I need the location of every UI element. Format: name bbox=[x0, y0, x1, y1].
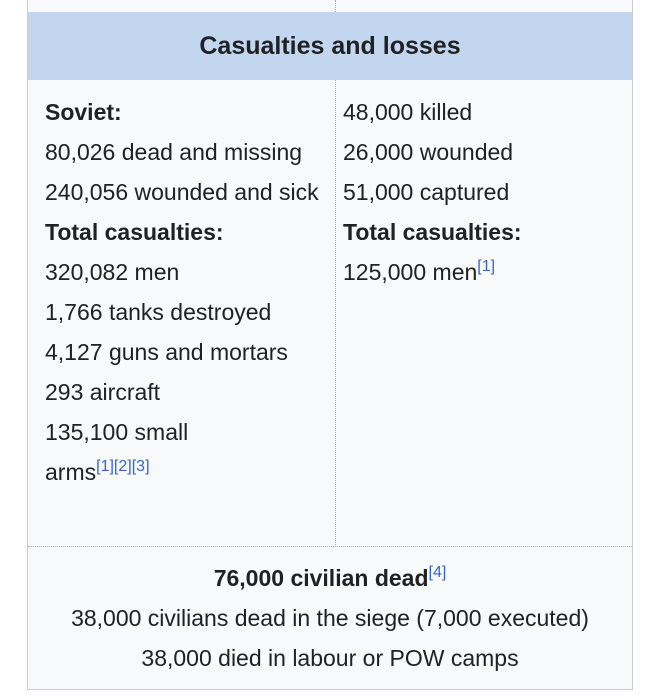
column-divider bbox=[335, 80, 336, 545]
axis-wounded: 26,000 wounded bbox=[343, 139, 514, 165]
soviet-tanks: 1,766 tanks destroyed bbox=[45, 299, 272, 325]
axis-captured: 51,000 captured bbox=[343, 179, 510, 205]
soviet-small-arms: 135,100 small arms bbox=[45, 419, 189, 485]
axis-citation-link[interactable]: [1] bbox=[477, 258, 496, 275]
civilian-headline: 76,000 civilian dead bbox=[213, 565, 429, 591]
axis-total-label: Total casualties: bbox=[343, 219, 522, 245]
citation-link-2[interactable]: [2] bbox=[113, 458, 132, 475]
soviet-losses-column bbox=[45, 92, 330, 492]
soviet-label: Soviet: bbox=[45, 99, 122, 125]
soviet-total-men: 320,082 men bbox=[45, 259, 180, 285]
section-header bbox=[28, 12, 632, 80]
top-column-divider bbox=[335, 0, 336, 12]
section-title: Casualties and losses bbox=[199, 31, 461, 60]
civilian-camps: 38,000 died in labour or POW camps bbox=[141, 645, 519, 671]
axis-total-line bbox=[343, 252, 623, 292]
civilian-citation-link[interactable]: [4] bbox=[428, 564, 447, 581]
axis-total-men: 125,000 men bbox=[343, 259, 478, 285]
soviet-guns: 4,127 guns and mortars bbox=[45, 339, 288, 365]
citation-link-3[interactable]: [3] bbox=[131, 458, 150, 475]
soviet-total-label: Total casualties: bbox=[45, 219, 224, 245]
civilian-losses bbox=[28, 558, 632, 678]
casualties-infobox bbox=[27, 0, 633, 690]
soviet-dead-missing: 80,026 dead and missing bbox=[45, 139, 303, 165]
soviet-refs bbox=[96, 458, 149, 475]
soviet-wounded-sick: 240,056 wounded and sick bbox=[45, 179, 319, 205]
axis-losses-column bbox=[343, 92, 623, 292]
civilian-siege: 38,000 civilians dead in the siege (7,000 executed) bbox=[71, 605, 589, 631]
axis-killed: 48,000 killed bbox=[343, 99, 473, 125]
soviet-aircraft: 293 aircraft bbox=[45, 379, 161, 405]
section-separator bbox=[28, 546, 632, 547]
citation-link-1[interactable]: [1] bbox=[96, 458, 114, 475]
civilian-headline-line bbox=[28, 558, 632, 598]
soviet-small-arms-line bbox=[45, 412, 205, 492]
